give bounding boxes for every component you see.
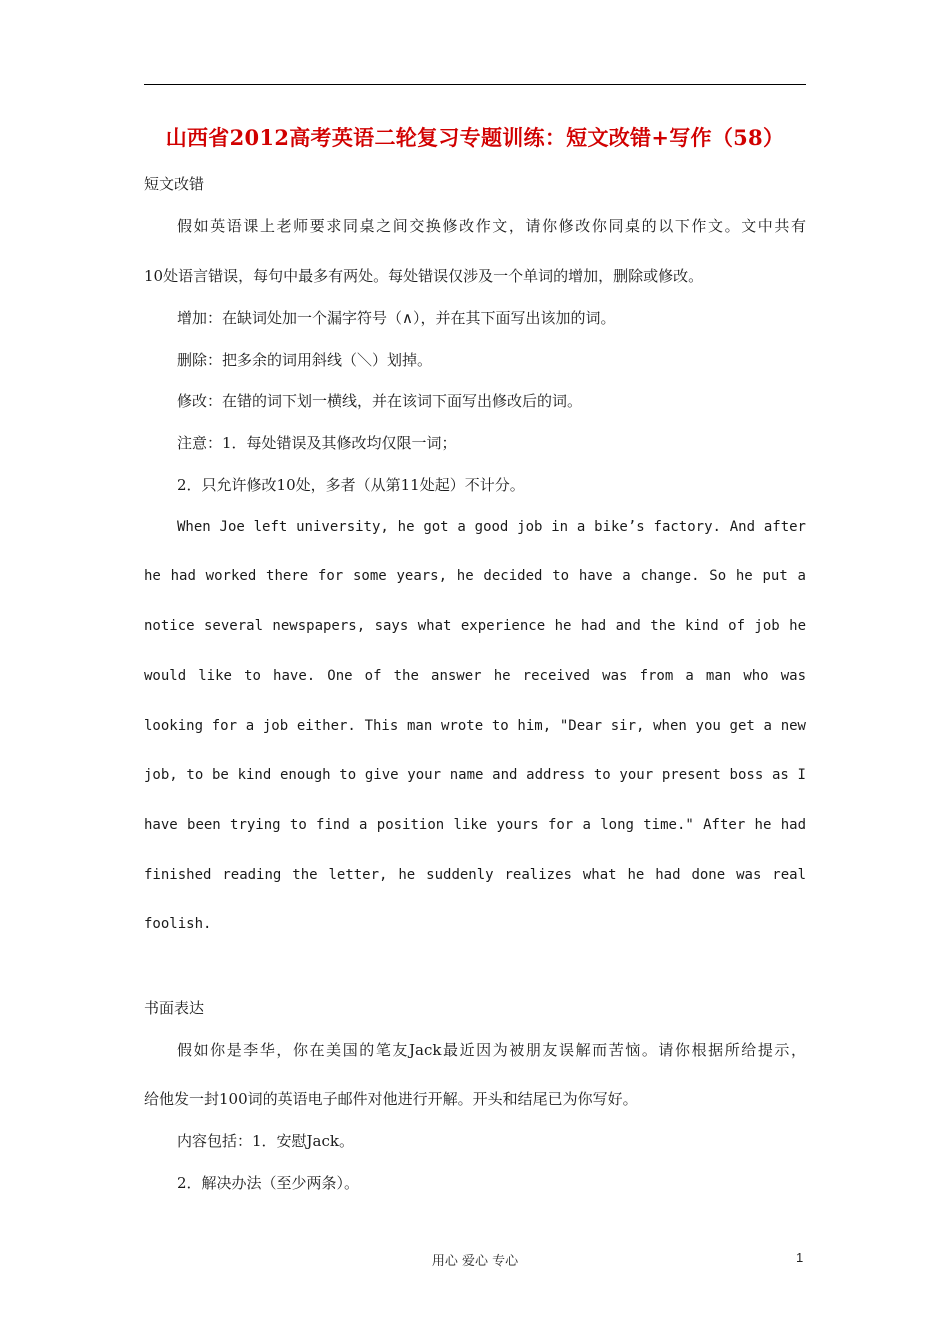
passage-line-8: finished reading the letter, he suddenly realizes what he had done was real [144, 867, 806, 883]
passage-line-9: foolish. [144, 916, 212, 932]
writing-content-1: 内容包括：1．安慰Jack。 [177, 1132, 354, 1150]
note-1: 注意：1．每处错误及其修改均仅限一词； [177, 434, 457, 452]
rule-add: 增加：在缺词处加一个漏字符号（∧），并在其下面写出该加的词。 [177, 309, 616, 327]
writing-intro-line-2: 给他发一封100词的英语电子邮件对他进行开解。开头和结尾已为你写好。 [144, 1090, 638, 1108]
passage-line-6: job, to be kind enough to give your name and address to your present boss as I [144, 767, 806, 783]
rule-modify: 修改：在错的词下划一横线，并在该词下面写出修改后的词。 [177, 392, 583, 410]
section-heading-proofreading: 短文改错 [144, 175, 205, 193]
passage-line-1: When Joe left university, he got a good job in a bike’s factory. And after [177, 519, 806, 535]
rule-delete: 删除：把多余的词用斜线（＼）划掉。 [177, 351, 433, 369]
section-heading-writing: 书面表达 [144, 999, 205, 1017]
intro-line-2: 10处语言错误，每句中最多有两处。每处错误仅涉及一个单词的增加，删除或修改。 [144, 267, 704, 285]
header-rule [144, 84, 806, 85]
page-number: 1 [796, 1250, 804, 1265]
passage-line-2: he had worked there for some years, he decided to have a change. So he put a [144, 568, 806, 584]
passage-line-3: notice several newspapers, says what experience he had and the kind of job he [144, 618, 806, 634]
writing-content-2: 2．解决办法（至少两条）。 [177, 1174, 360, 1192]
passage-line-5: looking for a job either. This man wrote to him, "Dear sir, when you get a new [144, 718, 806, 734]
writing-intro-line-1: 假如你是李华，你在美国的笔友Jack最近因为被朋友误解而苦恼。请你根据所给提示， [177, 1041, 806, 1059]
footer-motto: 用心 爱心 专心 [431, 1254, 519, 1269]
passage-line-4: would like to have. One of the answer he received was from a man who was [144, 668, 806, 684]
note-2: 2．只允许修改10处，多者（从第11处起）不计分。 [177, 476, 525, 494]
page-title: 山西省2012高考英语二轮复习专题训练：短文改错+写作（58） [165, 125, 785, 150]
passage-line-7: have been trying to find a position like yours for a long time." After he had [144, 817, 806, 833]
intro-line-1: 假如英语课上老师要求同桌之间交换修改作文，请你修改你同桌的以下作文。文中共有 [177, 217, 806, 235]
